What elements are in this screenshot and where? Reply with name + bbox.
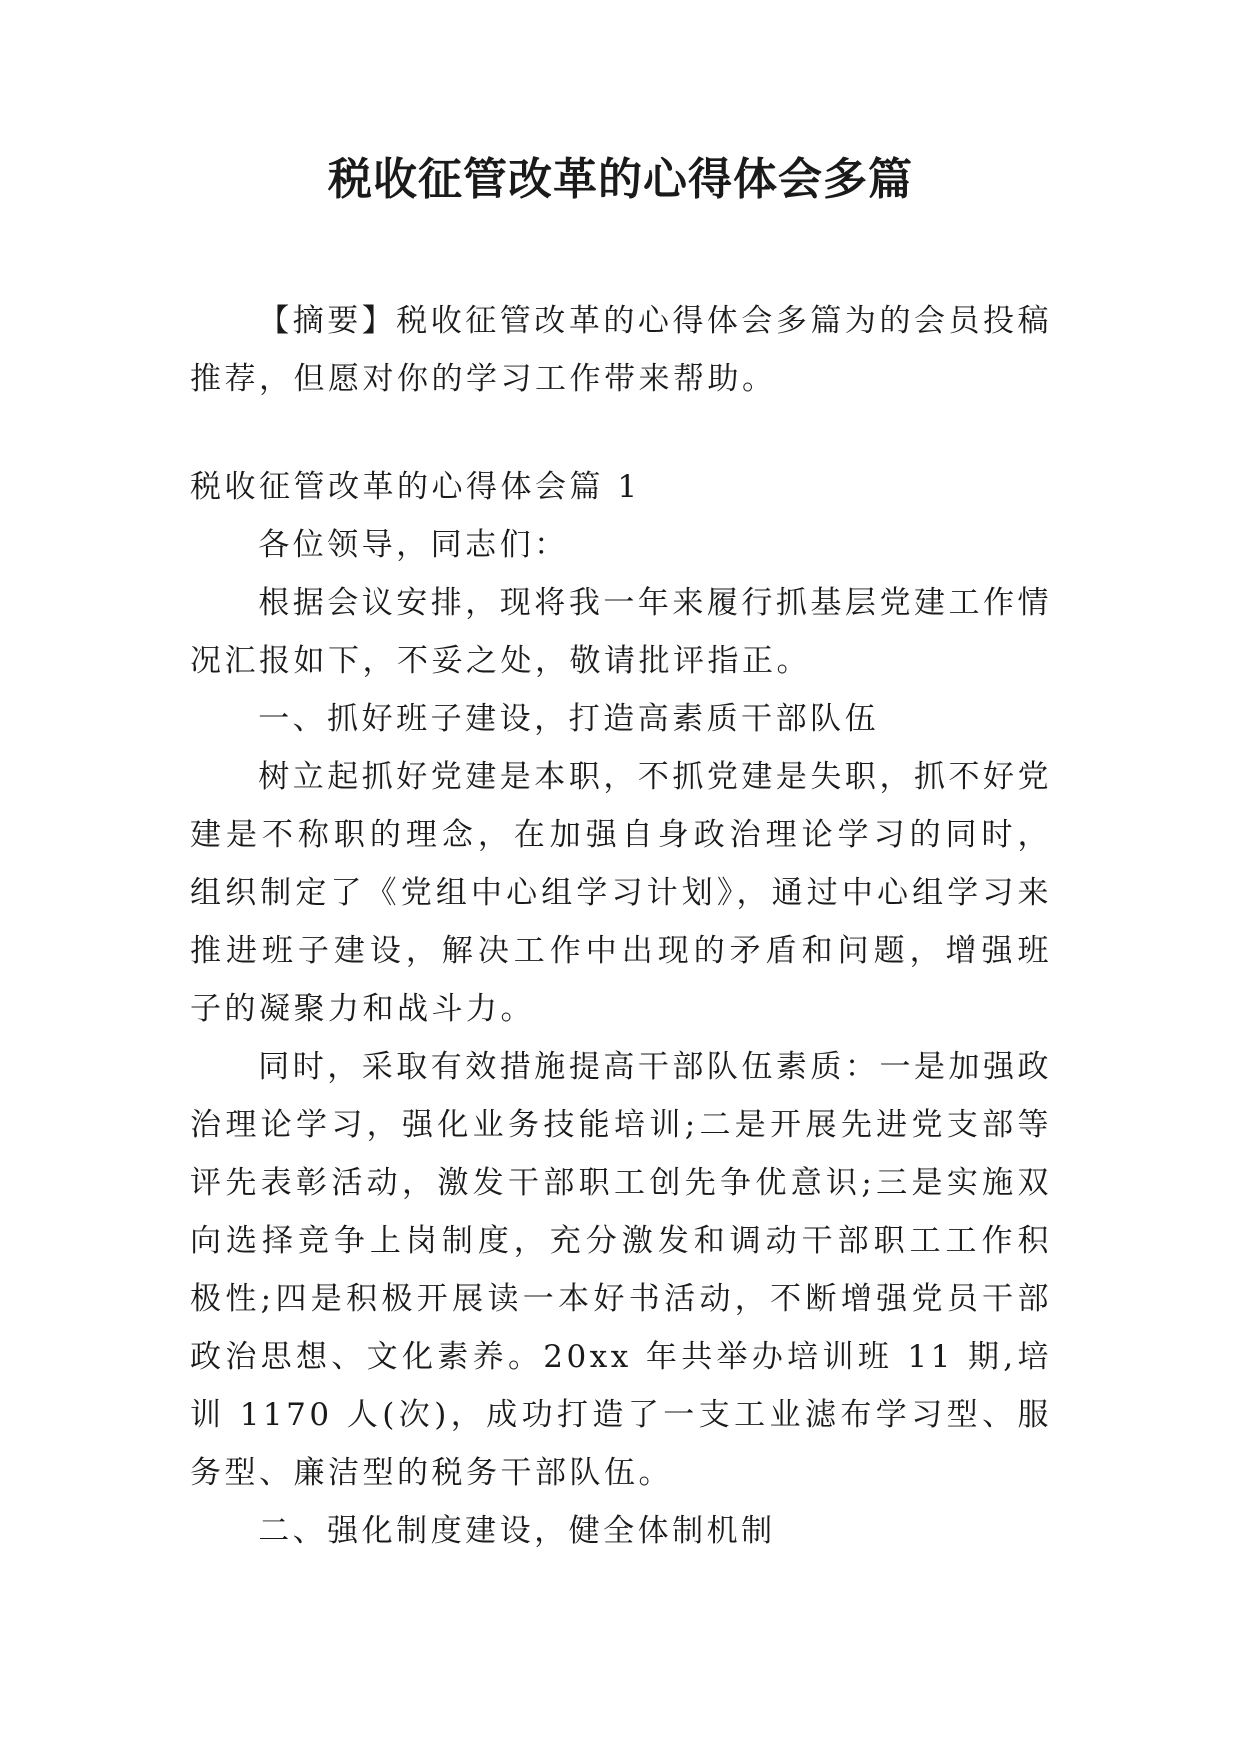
subheading-paragraph: 二、强化制度建设，健全体制机制 [258,1513,776,1549]
document-body [190,292,1052,1560]
abstract-paragraph: 【摘要】税收征管改革的心得体会多篇为的会员投稿推荐，但愿对你的学习工作带来帮助。 [190,303,1052,397]
section-heading: 税收征管改革的心得体会篇 1 [190,469,641,505]
body-paragraph: 根据会议安排，现将我一年来履行抓基层党建工作情况汇报如下，不妥之处，敬请批评指正。 [190,585,1052,679]
greeting-paragraph: 各位领导，同志们： [258,527,569,563]
subheading-paragraph: 一、抓好班子建设，打造高素质干部队伍 [258,701,880,737]
document-title: 税收征管改革的心得体会多篇 [328,154,913,205]
body-paragraph: 树立起抓好党建是本职，不抓党建是失职，抓不好党建是不称职的理念，在加强自身政治理论学习的同时，组织制定了《党组中心组学习计划》，通过中心组学习来推进班子建设，解决工作中出现的矛盾和问题，增强班子的凝聚力和战斗力。 [190,759,1052,1027]
body-paragraph: 同时，采取有效措施提高干部队伍素质：一是加强政治理论学习，强化业务技能培训;二是开展先进党支部等评先表彰活动，激发干部职工创先争优意识;三是实施双向选择竞争上岗制度，充分激发和调动干部职工工作积极性;四是积极开展读一本好书活动，不断增强党员干部政治思想、文化素养。20xx 年共举办培训班 11 期,培训 1170 人(次)，成功打造了一支工业滤布学习型、服务型、廉洁型的税务干部队伍。 [190,1049,1052,1491]
